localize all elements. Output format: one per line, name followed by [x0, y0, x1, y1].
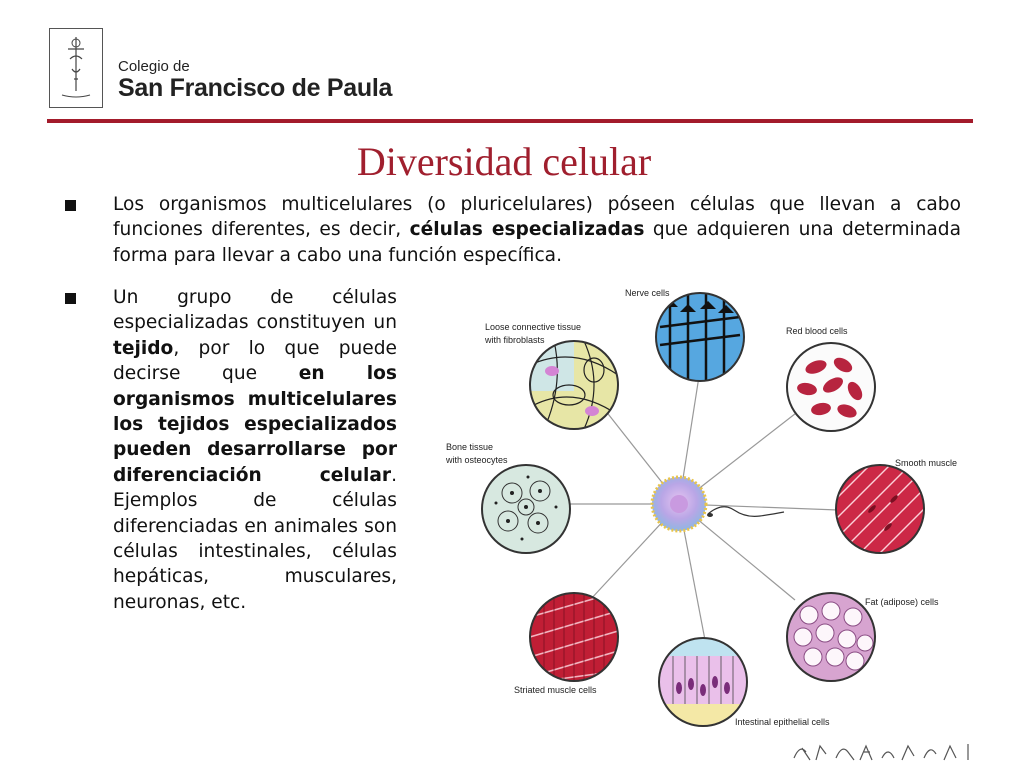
- striated-muscle-icon: [530, 593, 618, 681]
- bullet2-part-3: , por lo que puede decirse que: [113, 337, 397, 385]
- school-crest-icon: [50, 29, 102, 107]
- school-name-prefix: Colegio de: [118, 58, 190, 75]
- header-divider: [47, 119, 973, 123]
- bullet2-part-5: . Ejemplos de células diferenciadas en animales son células intestinales, células hepáticas, musculares, neuronas, etc.: [113, 464, 397, 613]
- red-blood-cells-icon: [787, 343, 875, 431]
- bullet2-emphasis-tejido: tejido: [113, 337, 174, 359]
- cell-diversity-figure: [440, 280, 980, 735]
- label-smooth-muscle: Smooth muscle: [895, 458, 958, 468]
- bullet-marker: [65, 293, 76, 304]
- fat-cells-icon: [787, 593, 875, 681]
- label-bone-tissue-2: with osteocytes: [446, 455, 508, 465]
- bullet1-part-3: que adquieren una determinada forma para llevar a cabo una función específica.: [113, 219, 961, 266]
- loose-connective-tissue-icon: [530, 341, 618, 429]
- school-name-main: San Francisco de Paula: [118, 74, 393, 102]
- nerve-cells-icon: [656, 293, 744, 381]
- bullet-marker: [65, 200, 76, 211]
- footer-figures-decoration: [790, 740, 980, 764]
- bullet-text-1: [113, 192, 961, 268]
- bone-tissue-icon: [482, 465, 570, 553]
- egg-cell-icon: [652, 477, 784, 531]
- label-nerve-cells: Nerve cells: [625, 288, 670, 298]
- smooth-muscle-icon: [836, 465, 924, 553]
- label-loose-connective-2: with fibroblasts: [485, 335, 545, 345]
- bullet2-emphasis-main: en los organismos multicelulares los tejidos especializados pueden desarrollarse por diferenciación celular: [113, 363, 397, 486]
- label-striated-muscle: Striated muscle cells: [514, 685, 597, 695]
- bullet2-part-1: Un grupo de células especializadas constituyen un: [113, 287, 397, 334]
- intestinal-epithelial-cells-icon: [659, 638, 747, 726]
- school-name: [118, 58, 392, 103]
- bullet1-emphasis: células especializadas: [409, 219, 645, 241]
- label-red-blood-cells: Red blood cells: [786, 326, 848, 336]
- label-bone-tissue-1: Bone tissue: [446, 442, 494, 452]
- school-logo: [49, 28, 103, 108]
- label-loose-connective-1: Loose connective tissue: [485, 322, 582, 332]
- label-intestinal-epithelial: Intestinal epithelial cells: [735, 717, 830, 727]
- label-fat-cells: Fat (adipose) cells: [865, 597, 939, 607]
- bullet1-part-1: Los organismos multicelulares (o pluricelulares) póseen células que llevan a cabo funciones diferentes, es decir,: [113, 194, 961, 241]
- slide-title: Diversidad celular: [356, 139, 652, 184]
- bullet-text-2: [113, 285, 397, 615]
